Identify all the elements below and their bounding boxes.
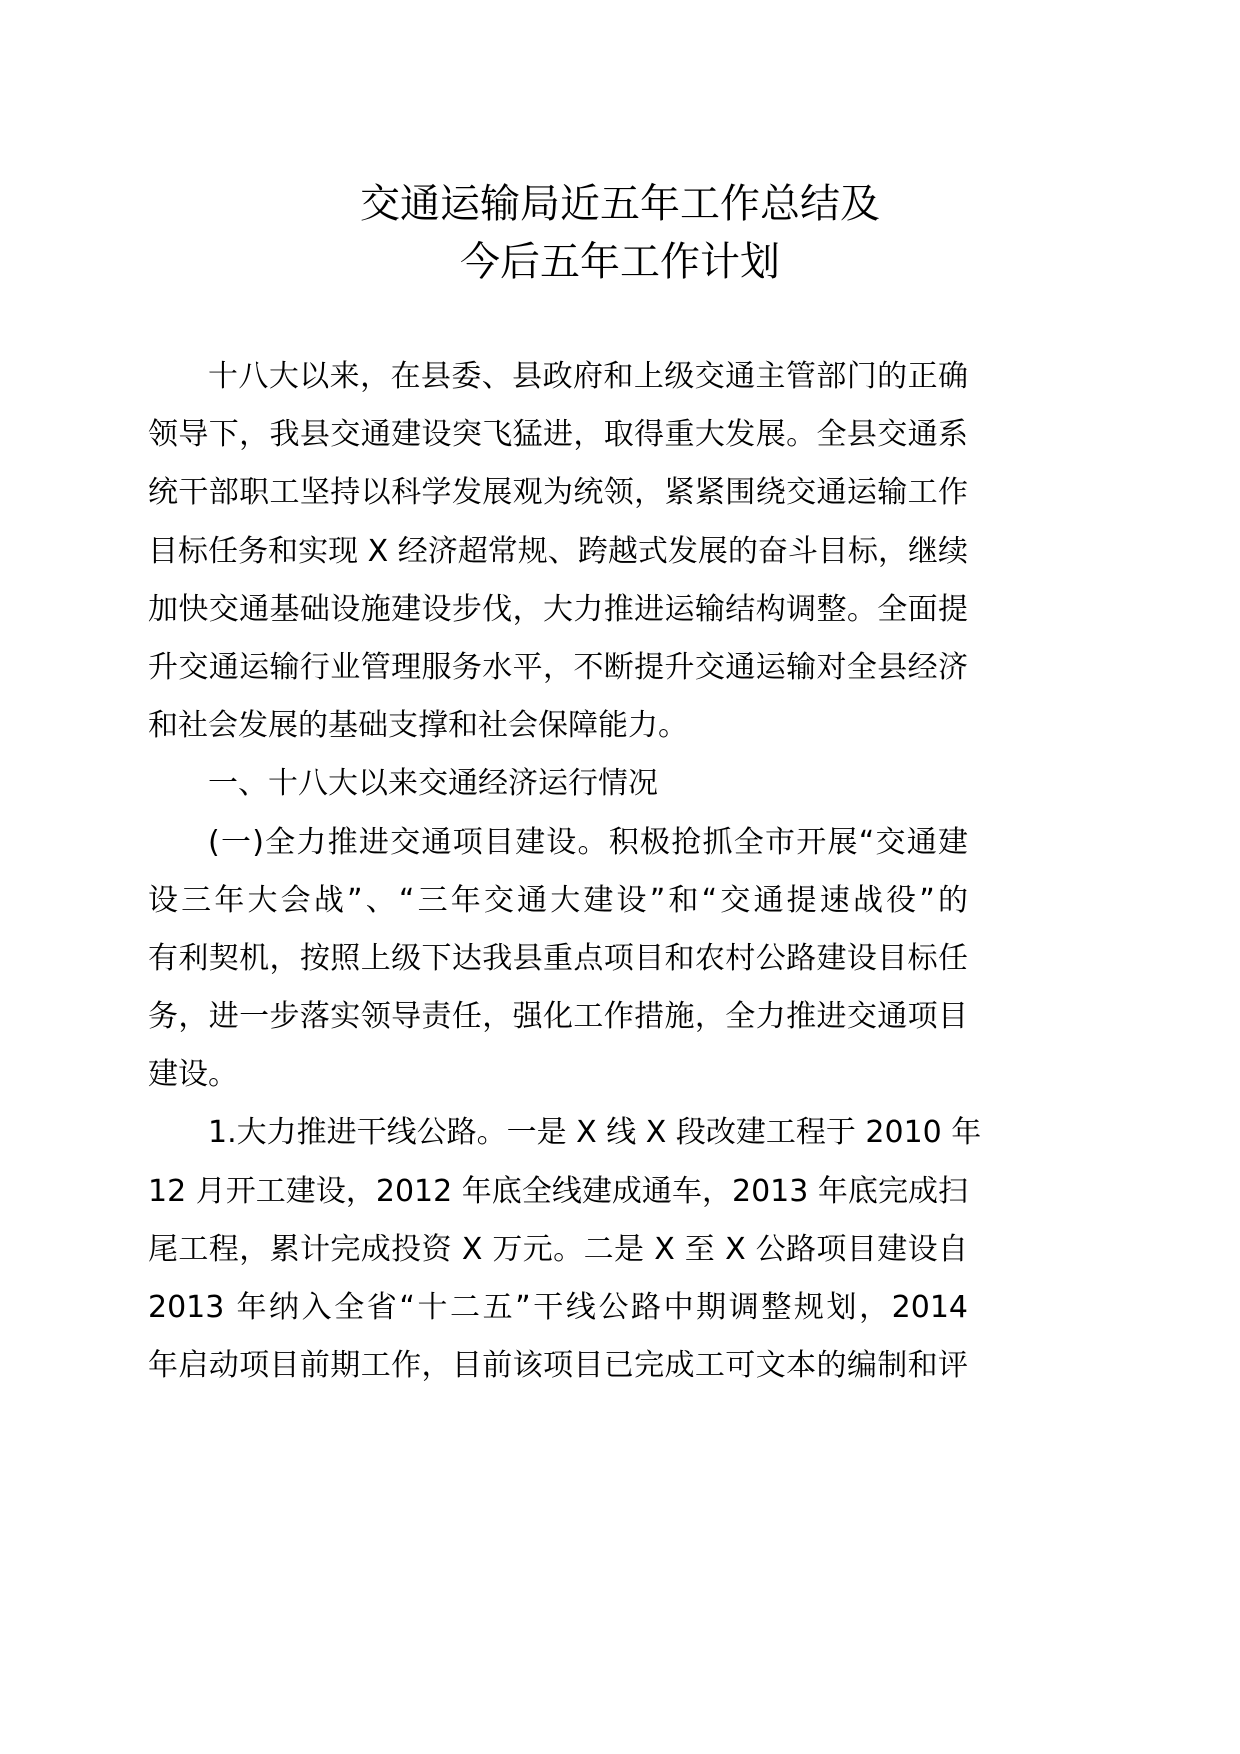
body-line: 务，进一步落实领导责任，强化工作措施，全力推进交通项目 (148, 999, 968, 1035)
body-line: 设三年大会战”、“三年交通大建设”和“交通提速战役”的 (148, 882, 968, 918)
subsection-heading-line: (一)全力推进交通项目建设。积极抢抓全市开展“交通建 (208, 824, 968, 860)
body-line: 目标任务和实现 X 经济超常规、跨越式发展的奋斗目标，继续 (148, 533, 968, 569)
body-line: 和社会发展的基础支撑和社会保障能力。 (148, 708, 688, 744)
numbered-item-line: 1.大力推进干线公路。一是 X 线 X 段改建工程于 2010 年 (208, 1115, 982, 1151)
document-body (148, 348, 982, 1395)
body-line: 2013 年纳入全省“十二五”干线公路中期调整规划，2014 (148, 1290, 968, 1325)
body-line: 统干部职工坚持以科学发展观为统领，紧紧围绕交通运输工作 (148, 475, 968, 511)
body-line: 有利契机，按照上级下达我县重点项目和农村公路建设目标任 (148, 940, 968, 976)
document-title-line-1: 交通运输局近五年工作总结及 (360, 181, 880, 227)
body-line: 加快交通基础设施建设步伐，大力推进运输结构调整。全面提 (148, 591, 968, 627)
body-line: 建设。 (148, 1057, 238, 1093)
body-line: 十八大以来，在县委、县政府和上级交通主管部门的正确 (208, 359, 968, 394)
body-line: 年启动项目前期工作，目前该项目已完成工可文本的编制和评 (148, 1348, 968, 1384)
body-line: 尾工程，累计完成投资 X 万元。二是 X 至 X 公路项目建设自 (148, 1231, 968, 1267)
body-line: 12 月开工建设，2012 年底全线建成通车，2013 年底完成扫 (148, 1173, 968, 1209)
section-heading: 一、十八大以来交通经济运行情况 (208, 766, 658, 802)
body-line: 领导下，我县交通建设突飞猛进，取得重大发展。全县交通系 (148, 417, 968, 453)
body-line: 升交通运输行业管理服务水平，不断提升交通运输对全县经济 (148, 649, 968, 685)
document-title-line-2: 今后五年工作计划 (460, 239, 780, 285)
